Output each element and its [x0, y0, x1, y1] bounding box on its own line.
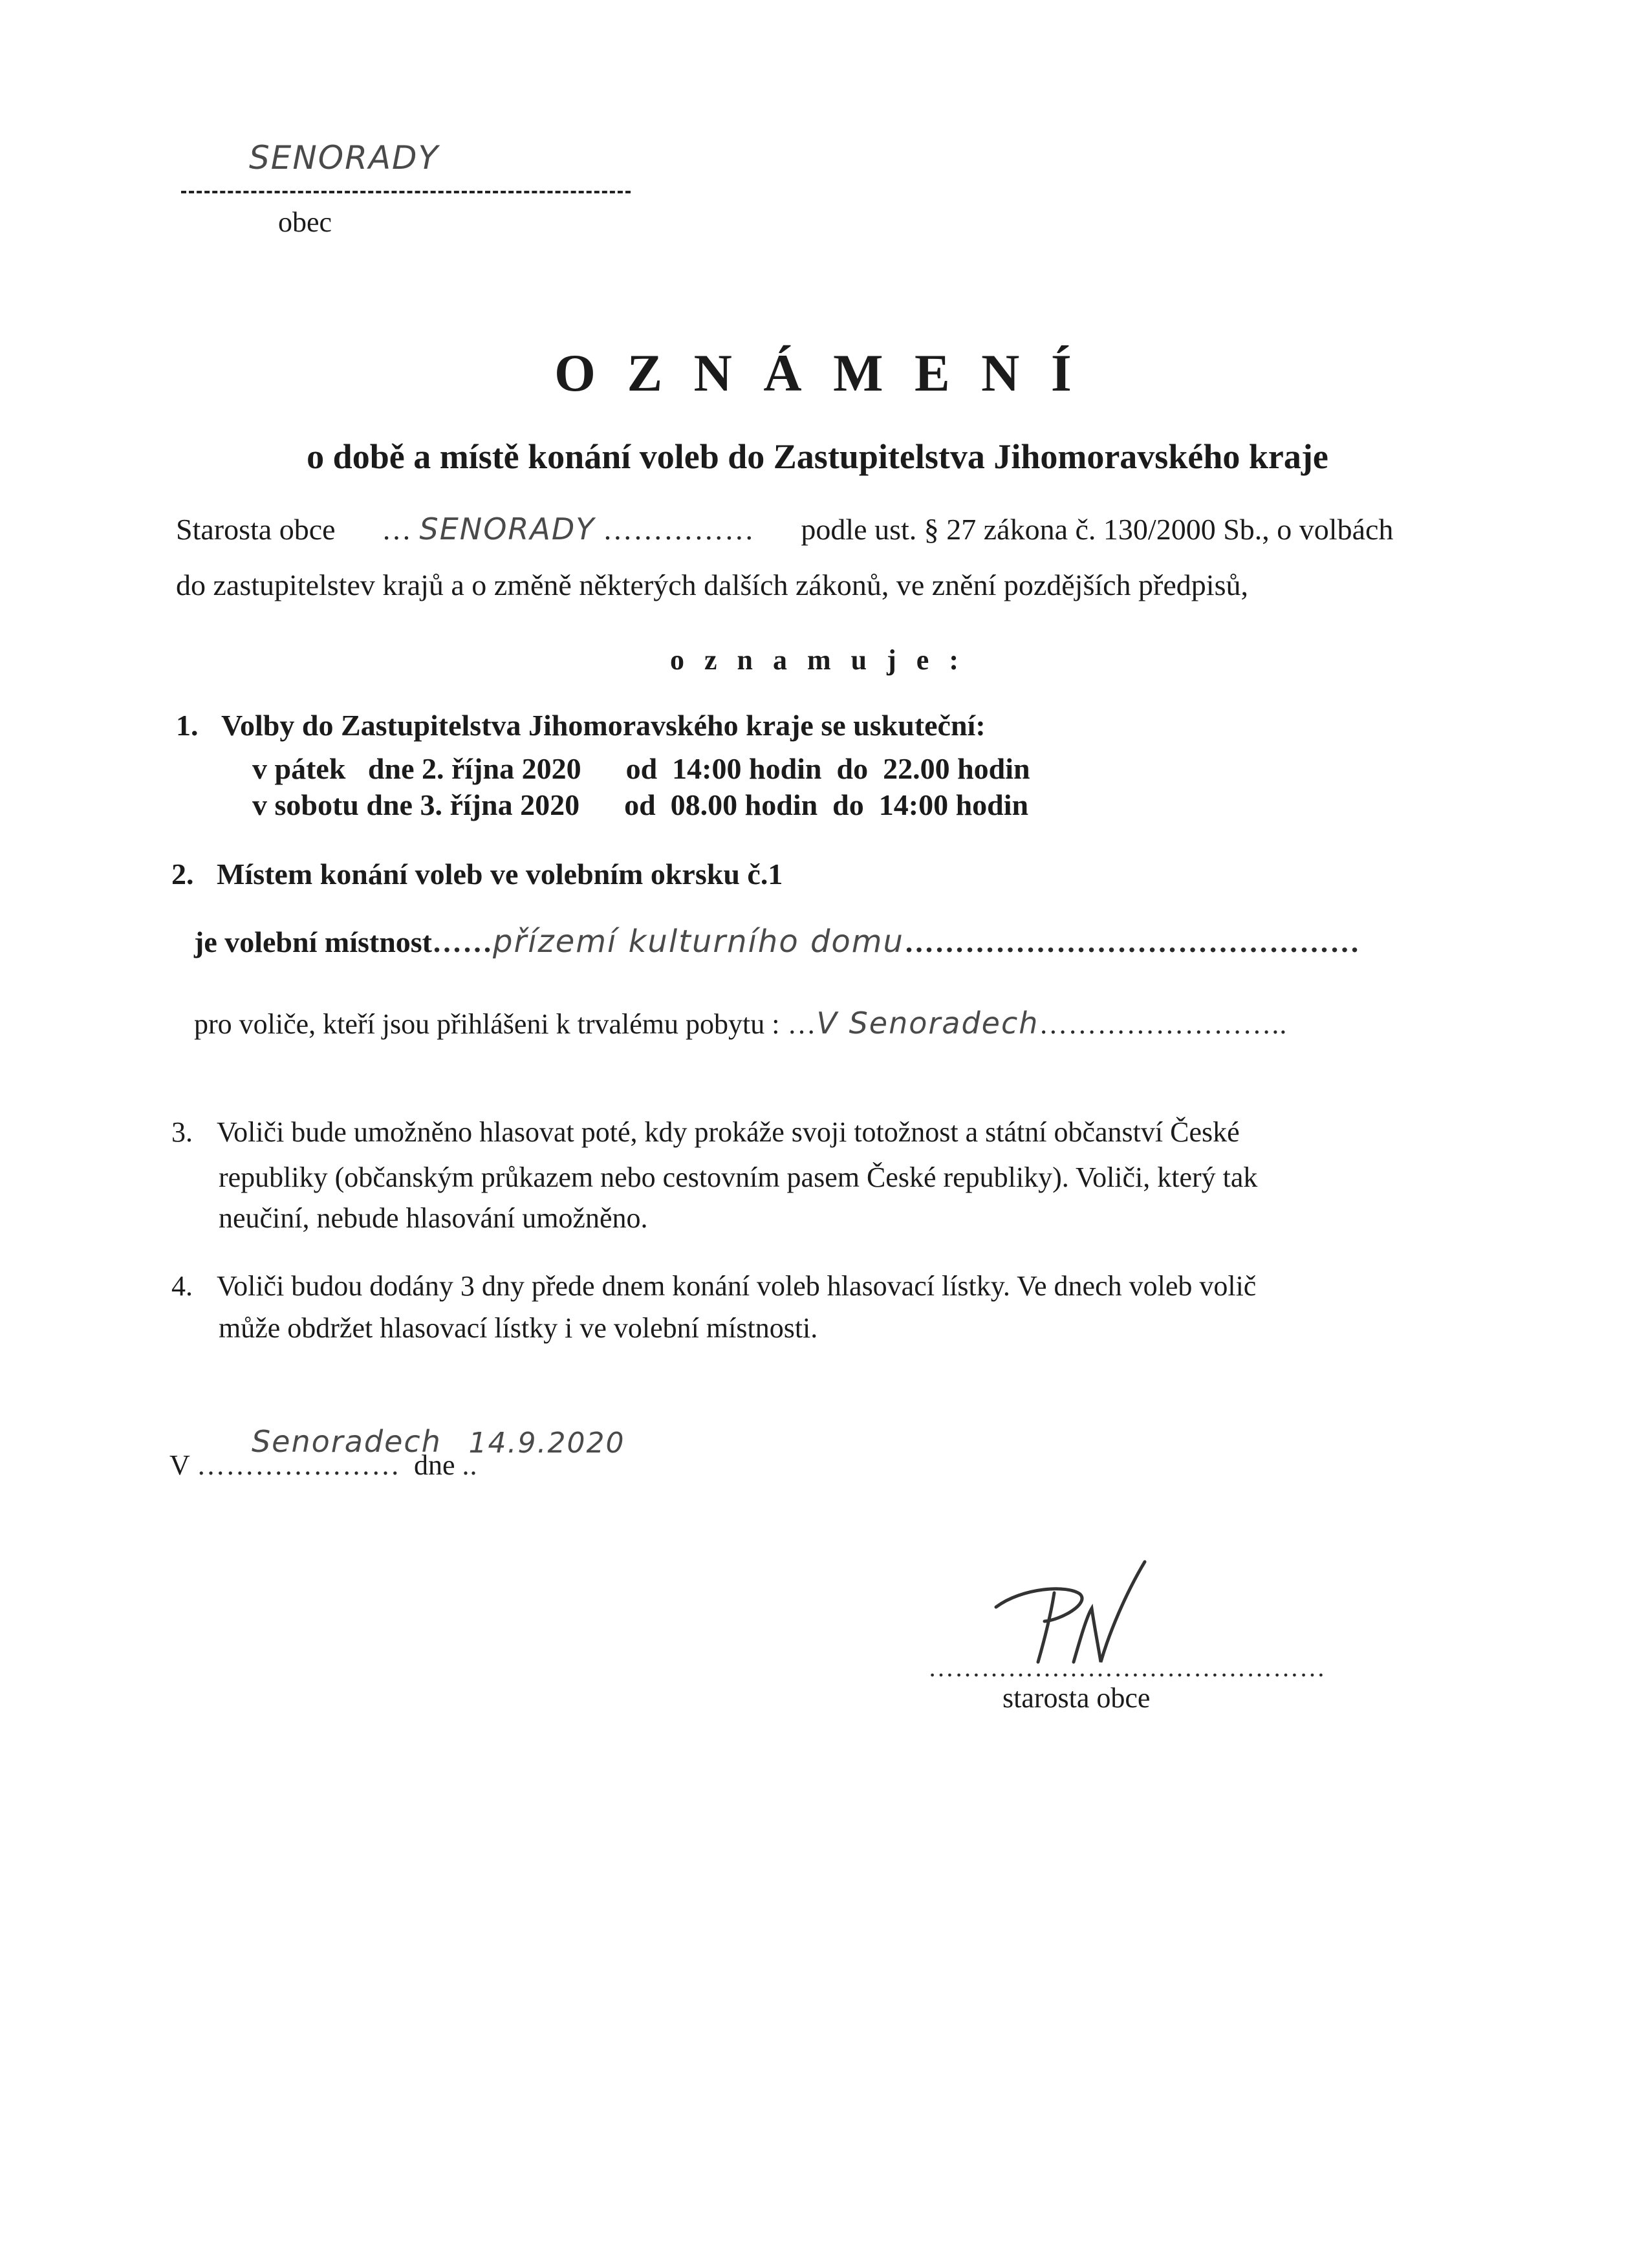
- place-dots: …………………: [196, 1449, 400, 1481]
- municipality-name-line: [181, 191, 631, 193]
- item-3-number: 3.: [171, 1116, 193, 1148]
- intro-legal-reference: podle ust. § 27 zákona č. 130/2000 Sb., o volbách: [801, 513, 1394, 546]
- polling-room-handwritten: přízemí kulturního domu: [493, 923, 904, 960]
- announces-heading: o z n a m u j e :: [670, 644, 965, 676]
- item-4-text-line-1: Voliči budou dodány 3 dny přede dnem konání voleb hlasovací lístky. Ve dnech voleb volič: [217, 1270, 1257, 1302]
- signature-dots: ………………………………………: [928, 1653, 1326, 1682]
- municipality-caption: obec: [278, 206, 332, 238]
- voters-dots-before: …: [779, 1008, 817, 1040]
- item-2-number: 2.: [171, 858, 194, 891]
- polling-room-dots-after: ………………………………………: [904, 925, 1360, 958]
- item-1-friday-schedule: v pátek dne 2. října 2020 od 14:00 hodin do 22.00 hodin: [252, 752, 1030, 785]
- place-handwritten: Senoradech: [251, 1424, 442, 1459]
- voters-residence-handwritten: V Senoradech: [816, 1006, 1039, 1041]
- intro-dots-after: ……………: [602, 513, 755, 546]
- intro-prefix: Starosta obce: [176, 513, 336, 546]
- intro-line-1: [176, 514, 1393, 545]
- voters-label: pro voliče, kteří jsou přihlášeni k trvalému pobytu :: [194, 1008, 780, 1040]
- item-4-line-2: může obdržet hlasovací lístky i ve volební místnosti.: [219, 1312, 818, 1344]
- item-3-line-1: [171, 1116, 1240, 1149]
- voters-dots-after: ……………………..: [1039, 1008, 1288, 1040]
- item-1-number: 1.: [176, 709, 199, 742]
- intro-mayor-municipality-handwritten: SENORADY: [419, 512, 596, 546]
- place-date-line: [169, 1424, 625, 1482]
- item-1-heading-text: Volby do Zastupitelstva Jihomoravského kraje se uskuteční:: [221, 709, 986, 742]
- item-3-line-2: republiky (občanským průkazem nebo cestovním pasem České republiky). Voliči, který tak: [219, 1161, 1258, 1193]
- document-subtitle: o době a místě konání voleb do Zastupitelstva Jihomoravského kraje: [307, 437, 1328, 476]
- polling-room-label: je volební místnost: [194, 925, 432, 958]
- document-title: O Z N Á M E N Í: [554, 343, 1081, 402]
- item-4-line-1: [171, 1269, 1256, 1302]
- intro-dots-before: …: [382, 513, 413, 546]
- signature-caption: starosta obce: [1002, 1682, 1151, 1714]
- item-3-line-3: neučiní, nebude hlasování umožněno.: [219, 1202, 648, 1234]
- date-label: dne: [413, 1449, 455, 1481]
- place-label: V: [169, 1449, 189, 1481]
- item-3-text-line-1: Voliči bude umožněno hlasovat poté, kdy prokáže svoji totožnost a státní občanství České: [217, 1116, 1240, 1148]
- date-handwritten: 14.9.2020: [468, 1427, 625, 1460]
- item-2-heading-text: Místem konání voleb ve volebním okrsku č.1: [217, 858, 783, 891]
- intro-line-2: do zastupitelstev krajů a o změně některých dalších zákonů, ve znění pozdějších předpisů,: [176, 568, 1248, 601]
- item-4-number: 4.: [171, 1270, 193, 1302]
- date-dots: ..: [462, 1449, 478, 1481]
- municipality-name-handwritten: SENORADY: [249, 139, 440, 177]
- item-1-heading: [176, 708, 986, 742]
- polling-room-line: [194, 923, 1360, 960]
- voters-line: [194, 1006, 1287, 1041]
- item-1-saturday-schedule: v sobotu dne 3. října 2020 od 08.00 hodin do 14:00 hodin: [252, 788, 1029, 821]
- polling-room-dots-before: ……: [432, 925, 493, 958]
- item-2-heading: [171, 857, 783, 891]
